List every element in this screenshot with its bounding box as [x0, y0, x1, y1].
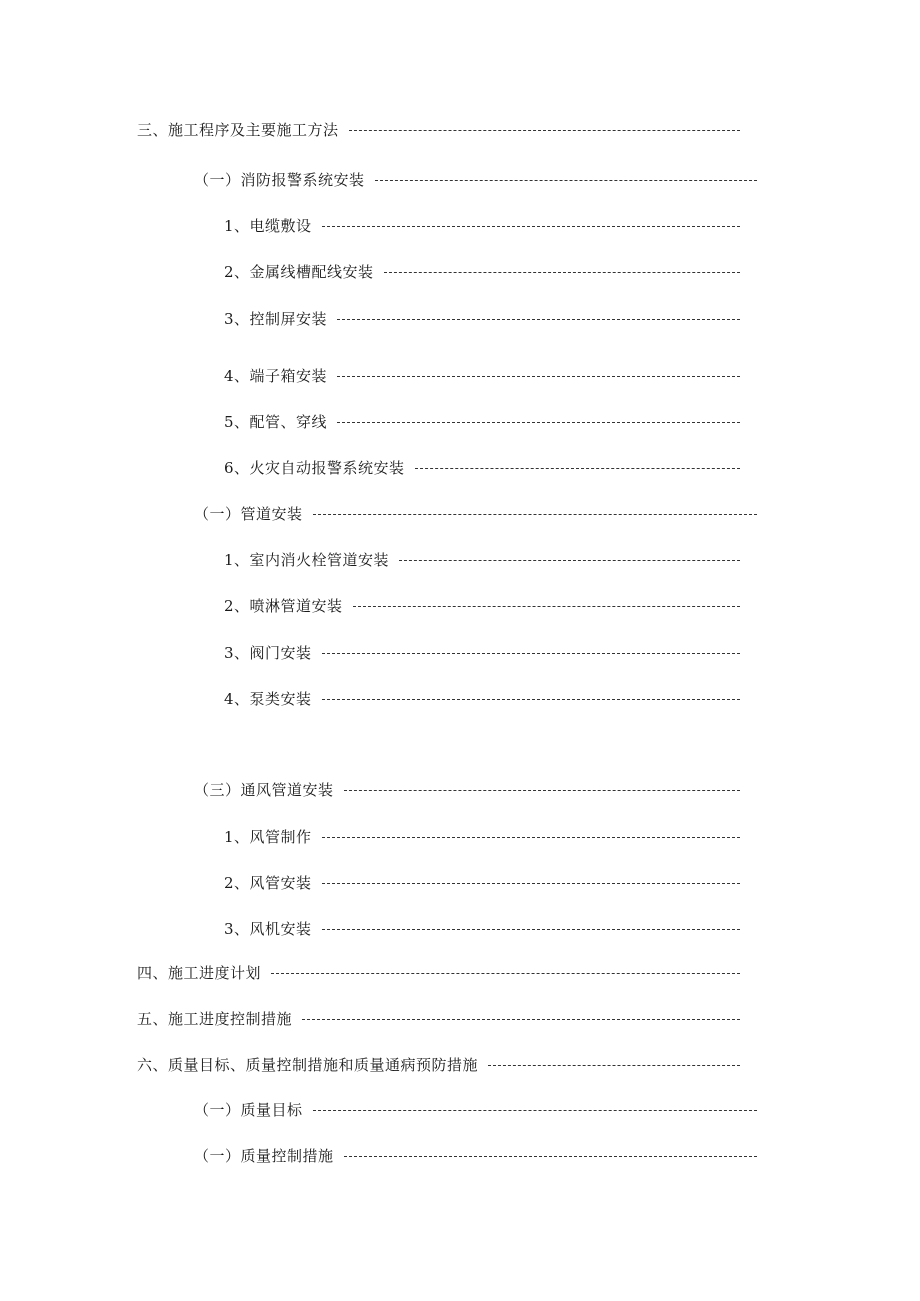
toc-entry-label: 五、施工进度控制措施 [137, 1010, 293, 1028]
toc-leader [322, 883, 740, 884]
toc-entry [194, 778, 740, 802]
toc-leader [337, 422, 740, 423]
toc-entry [224, 456, 740, 480]
toc-entry-label: 四、施工进度计划 [137, 964, 262, 982]
toc-entry-label: 3、阀门安装 [224, 644, 312, 662]
toc-leader [415, 468, 740, 469]
toc-leader [271, 973, 740, 974]
toc-entry [137, 1007, 740, 1031]
toc-leader [349, 130, 740, 131]
toc-entry [224, 214, 740, 238]
toc-entry-label: 6、火灾自动报警系统安装 [224, 459, 405, 477]
toc-leader [322, 226, 740, 227]
toc-entry [137, 961, 740, 985]
toc-leader [302, 1019, 740, 1020]
toc-leader [322, 699, 740, 700]
toc-leader [313, 514, 757, 515]
toc-entry-label: 1、电缆敷设 [224, 217, 312, 235]
toc-leader [488, 1065, 740, 1066]
toc-entry-label: 2、风管安装 [224, 874, 312, 892]
toc-entry [194, 168, 757, 192]
toc-entry [194, 502, 757, 526]
toc-leader [337, 376, 740, 377]
toc-leader [313, 1110, 757, 1111]
toc-entry [194, 1144, 757, 1168]
toc-entry-label: 5、配管、穿线 [224, 413, 328, 431]
toc-entry [224, 871, 740, 895]
toc-entry [224, 410, 740, 434]
toc-entry [137, 1053, 740, 1077]
toc-entry-label: （三）通风管道安装 [194, 781, 334, 799]
toc-leader [399, 560, 740, 561]
toc-leader [322, 837, 740, 838]
toc-leader [344, 790, 740, 791]
toc-entry-label: 三、施工程序及主要施工方法 [137, 121, 339, 139]
toc-entry-label: 3、控制屏安装 [224, 310, 328, 328]
toc-entry [224, 307, 740, 331]
toc-entry [224, 687, 740, 711]
toc-entry-label: 1、风管制作 [224, 828, 312, 846]
toc-entry-label: 4、泵类安装 [224, 690, 312, 708]
toc-entry [137, 118, 740, 142]
toc-entry-label: 3、风机安装 [224, 920, 312, 938]
toc-entry [194, 1098, 757, 1122]
toc-entry [224, 548, 740, 572]
toc-leader [384, 272, 740, 273]
toc-leader [337, 319, 740, 320]
toc-entry-label: 2、喷淋管道安装 [224, 597, 343, 615]
toc-entry [224, 594, 740, 618]
toc-entry [224, 364, 740, 388]
toc-leader [375, 180, 757, 181]
toc-leader [322, 653, 740, 654]
toc-entry-label: 2、金属线槽配线安装 [224, 263, 374, 281]
toc-entry [224, 641, 740, 665]
toc-entry-label: 1、室内消火栓管道安装 [224, 551, 390, 569]
toc-entry-label: （一）质量控制措施 [194, 1147, 334, 1165]
toc-entry [224, 260, 740, 284]
toc-entry [224, 825, 740, 849]
toc-leader [344, 1156, 757, 1157]
toc-entry [224, 917, 740, 941]
toc-leader [322, 929, 740, 930]
toc-leader [353, 606, 740, 607]
toc-entry-label: 4、端子箱安装 [224, 367, 328, 385]
toc-entry-label: （一）消防报警系统安装 [194, 171, 365, 189]
toc-entry-label: 六、质量目标、质量控制措施和质量通病预防措施 [137, 1056, 479, 1074]
toc-entry-label: （一）质量目标 [194, 1101, 303, 1119]
toc-entry-label: （一）管道安装 [194, 505, 303, 523]
